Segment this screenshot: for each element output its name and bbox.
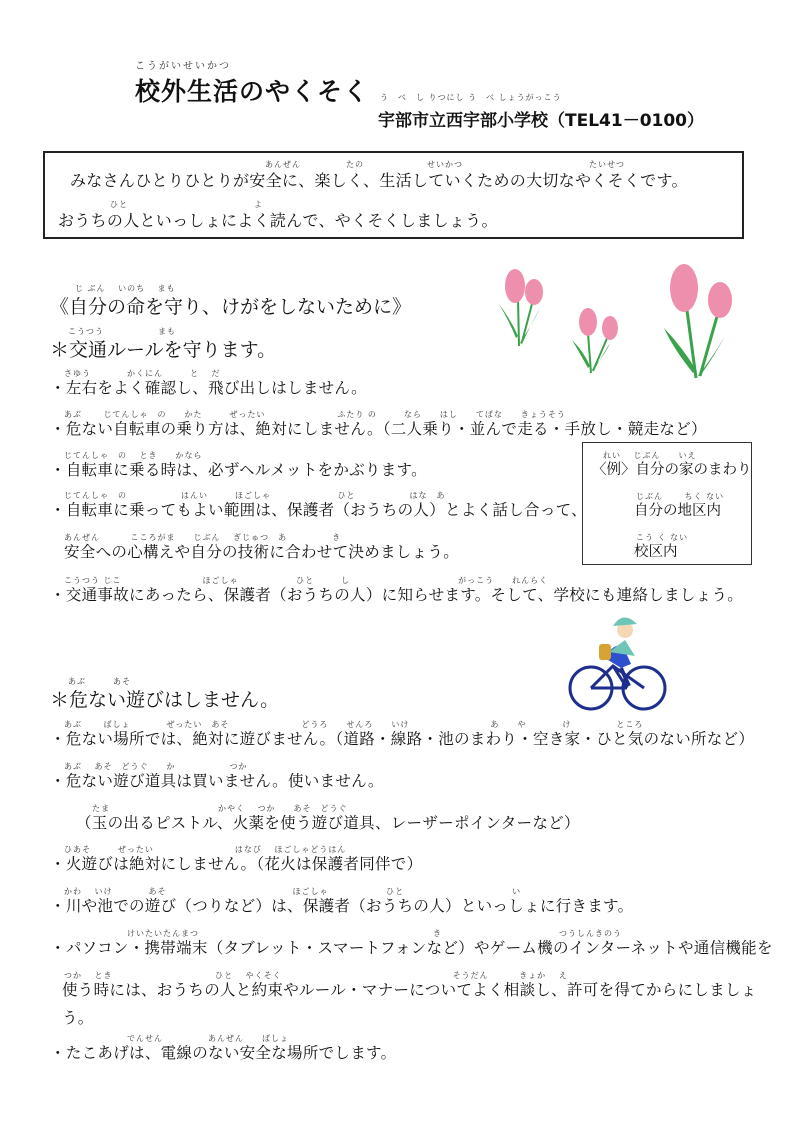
s2-item5-ruby: かわ いけ あそ ほごしゃ ひと い bbox=[64, 887, 522, 896]
intro-line2-ruby: ひと よ bbox=[110, 200, 263, 209]
section2-sub-ruby: あぶ あそ bbox=[68, 677, 131, 686]
list-item: 安全への心構えや自分の技術に合わせて決めましょう。 bbox=[64, 543, 460, 561]
tulip-group-left bbox=[498, 269, 543, 346]
s2-item3-ruby: たま かやく つか あそ どうぐ bbox=[92, 804, 348, 813]
title-ruby: こうがいせいかつ bbox=[135, 61, 231, 72]
list-item: （玉の出るピストル、火薬を使う遊び道具、レーザーポインターなど） bbox=[76, 814, 580, 832]
example-line2-ruby: じぶん ちく ない bbox=[636, 492, 725, 501]
intro-line1-ruby: あんぜん たの せいかつ たいせつ bbox=[265, 160, 625, 169]
example-line2: 自分の地区内 bbox=[634, 503, 721, 519]
list-item: う。 bbox=[62, 1009, 94, 1027]
example-line1: 〈例〉自分の家のまわり bbox=[592, 462, 752, 478]
s1-item5-ruby: あんぜん こころがま じぶん ぎじゅつ あ き bbox=[64, 533, 342, 542]
list-item: ・左右をよく確認し、飛び出しはしません。 bbox=[50, 379, 367, 397]
example-line3-ruby: こう く ない bbox=[636, 533, 689, 542]
list-item: ・パソコン・携帯端末（タブレット・スマートフォンなど）やゲーム機のインターネットや通信機能を bbox=[50, 939, 773, 957]
list-item: ・火遊びは絶対にしません。（花火は保護者同伴で） bbox=[50, 855, 423, 873]
list-item: ・自転車に乗ってもよい範囲は、保護者（おうちの人）とよく話し合って、 bbox=[50, 501, 587, 519]
s1-item6-ruby: こうつう じこ ほごしゃ ひと し がっこう れんらく bbox=[64, 576, 549, 585]
intro-line2: おうちの人といっしょによく読んで、やくそくしましょう。 bbox=[58, 211, 498, 230]
section1-subheading: ＊交通ルールを守ります。 bbox=[50, 339, 277, 361]
page-title: 校外生活のやくそく bbox=[135, 77, 370, 106]
list-item: ・危ない場所では、絶対に遊びません。（道路・線路・池のまわり・空き家・ひと気のない所など） bbox=[50, 730, 755, 748]
s2-item1-ruby: あぶ ばしょ ぜったい あそ どうろ せんろ いけ あ や け ところ bbox=[64, 720, 644, 729]
cyclist-illustration bbox=[565, 608, 670, 720]
section1-heading: 《自分の命を守り、けがをしないために》 bbox=[50, 296, 412, 318]
intro-line1: みなさんひとりひとりが安全に、楽しく、生活していくための大切なやくそくです。 bbox=[70, 171, 688, 190]
example-line3: 校区内 bbox=[634, 544, 678, 560]
list-item: ・たこあげは、電線のない安全な場所でします。 bbox=[50, 1044, 397, 1062]
example-line1-ruby: れい じぶん いえ bbox=[603, 451, 697, 460]
list-item: ・川や池での遊び（つりなど）は、保護者（おうちの人）といっしょに行きます。 bbox=[50, 897, 634, 915]
section2-subheading: ＊危ない遊びはしません。 bbox=[50, 689, 280, 711]
s2-item6-ruby: けいたいたんまつ き つうしんきのう bbox=[64, 929, 622, 938]
list-item: 使う時には、おうちの人と約束やルール・マナーについてよく相談し、許可を得てからにしましょ bbox=[62, 981, 757, 999]
tulip-group-right bbox=[664, 264, 732, 378]
list-item: ・自転車に乗る時は、必ずヘルメットをかぶります。 bbox=[50, 461, 427, 479]
s1-item3-ruby: じてんしゃ の とき かなら bbox=[64, 451, 203, 460]
tulip-illustration bbox=[488, 258, 750, 384]
s2-item7-ruby: つか とき ひと やくそく そうだん きょか え bbox=[64, 971, 568, 980]
section1-heading-ruby: じ ぶん いのち まも bbox=[75, 284, 176, 293]
section1-sub-ruby: こうつう まも bbox=[68, 327, 176, 336]
school-ruby: う べ し りつにし う べ しょうがっこう bbox=[380, 93, 562, 102]
list-item: ・危ない遊び道具は買いません。使いません。 bbox=[50, 772, 384, 790]
school-name: 宇部市立西宇部小学校（TEL41－0100） bbox=[378, 111, 705, 131]
list-item: ・危ない自転車の乗り方は、絶対にしません。（二人乗り・並んで走る・手放し・競走など） bbox=[50, 420, 707, 438]
s2-item9-ruby: でんせん あんぜん ばしょ bbox=[64, 1034, 289, 1043]
s2-item2-ruby: あぶ あそ どうぐ か つか bbox=[64, 762, 248, 771]
tulip-group-middle bbox=[572, 308, 618, 373]
list-item: ・交通事故にあったら、保護者（おうちの人）に知らせます。そして、学校にも連絡しましょう。 bbox=[50, 586, 744, 604]
s1-item1-ruby: さゆう かくにん と だ bbox=[64, 369, 221, 378]
s1-item2-ruby: あぶ じてんしゃ の かた ぜったい ふたり の なら はし てばな きょうそう bbox=[64, 410, 566, 419]
s1-item4-ruby: じてんしゃ の はんい ほごしゃ ひと はな あ bbox=[64, 491, 446, 500]
s2-item4-ruby: ひあそ ぜったい はなび ほごしゃどうはん bbox=[64, 845, 347, 854]
